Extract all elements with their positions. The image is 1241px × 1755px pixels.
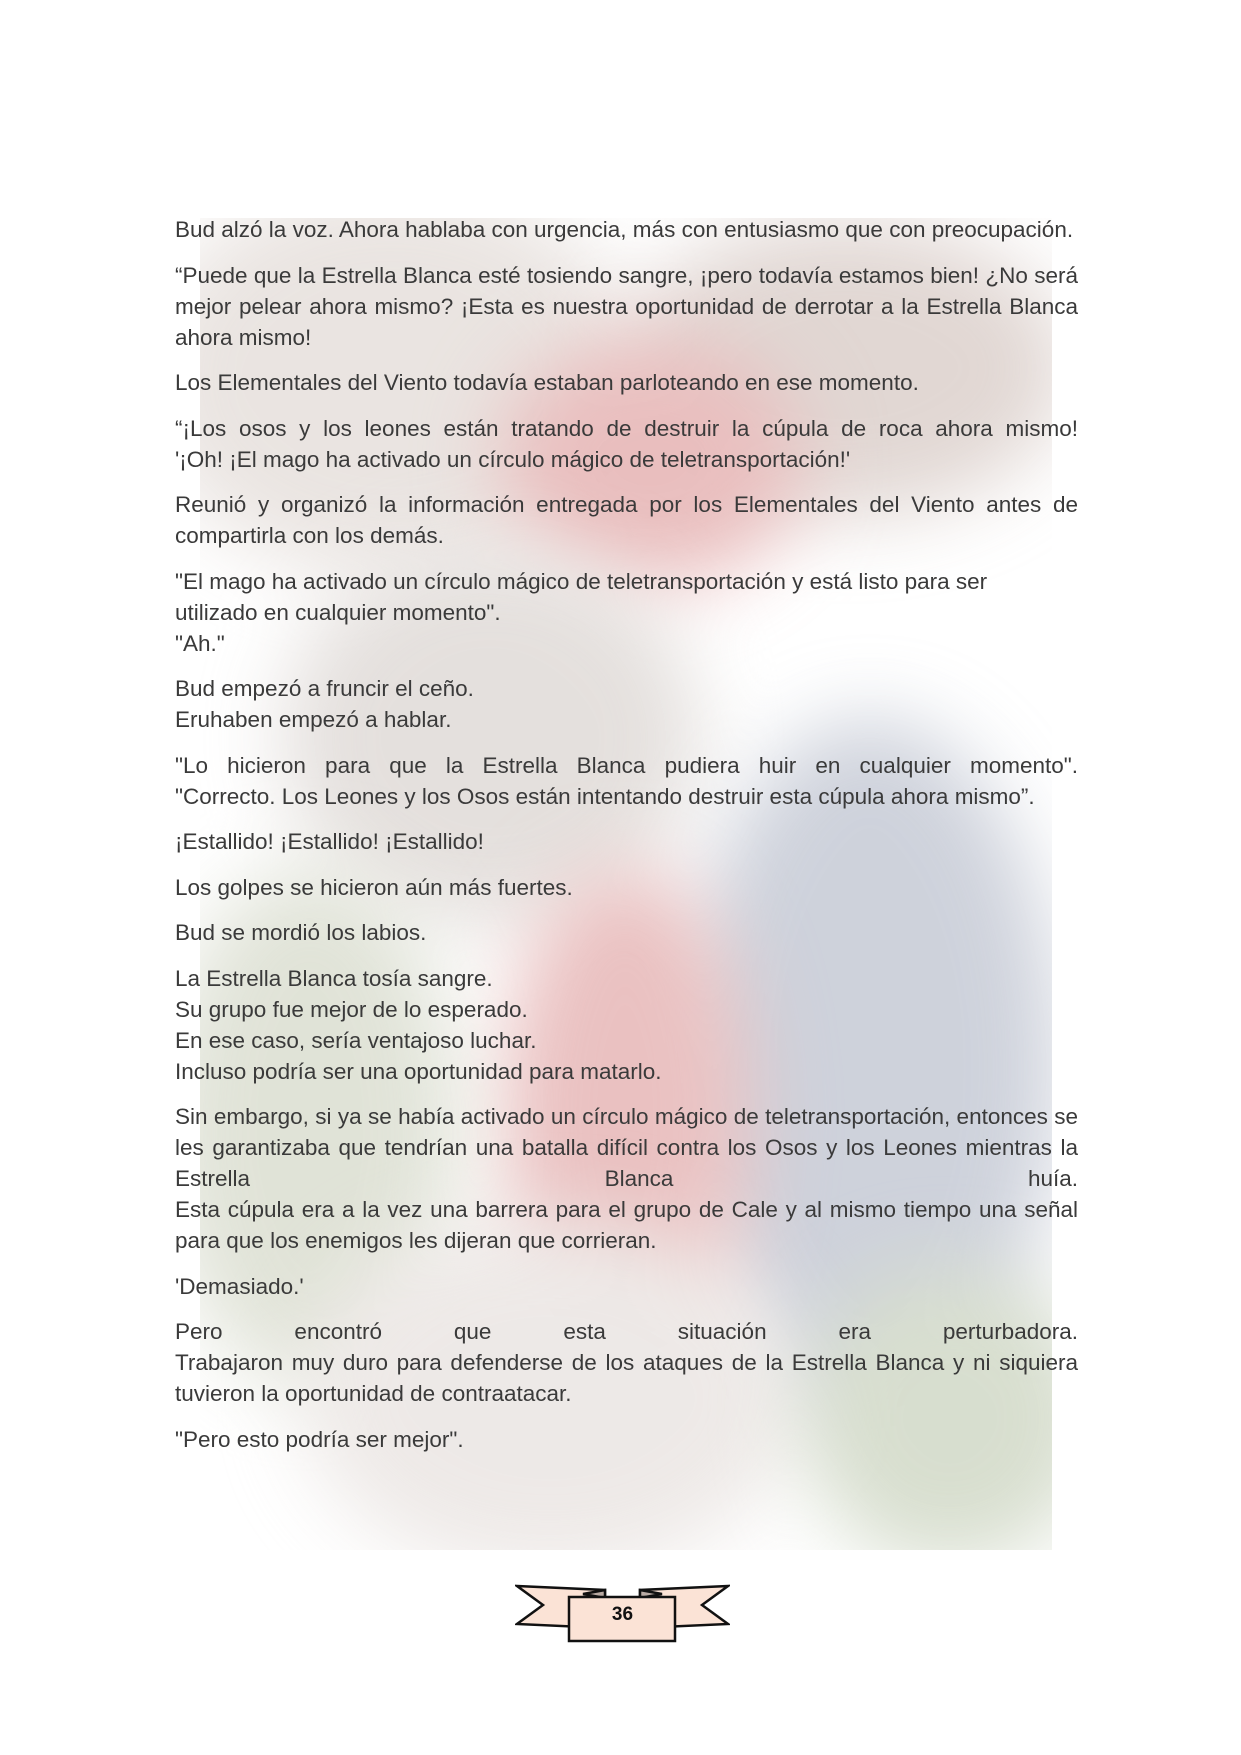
text-line: Bud alzó la voz. Ahora hablaba con urgencia, más con entusiasmo que con preocupación.: [175, 217, 1074, 242]
paragraph: [175, 963, 1078, 1087]
text-line: Pero encontró que esta situación era perturbadora.: [175, 1319, 1078, 1344]
text-line: Reunió y organizó la información entregada por los Elementales del Viento antes de compartirla con los demás.: [175, 492, 1078, 548]
paragraph: [175, 566, 1078, 659]
paragraph: [175, 489, 1078, 551]
text-line: Los Elementales del Viento todavía estaban parloteando en ese momento.: [175, 370, 919, 395]
paragraph: [175, 750, 1078, 812]
paragraph: [175, 367, 1078, 398]
text-line: “¡Los osos y los leones están tratando de destruir la cúpula de roca ahora mismo!: [175, 415, 1078, 441]
text-line: En ese caso, sería ventajoso luchar.: [175, 1027, 537, 1053]
page-number: 36: [611, 1604, 634, 1625]
paragraph: [175, 826, 1078, 857]
paragraph: [175, 1316, 1078, 1409]
text-line: '¡Oh! ¡El mago ha activado un círculo mágico de teletransportación!': [175, 446, 851, 472]
paragraph: [175, 214, 1078, 245]
text-line: "Correcto. Los Leones y los Osos están intentando destruir esta cúpula ahora mismo”.: [175, 783, 1035, 809]
page-number-ribbon: [515, 1580, 730, 1652]
paragraph: [175, 917, 1078, 948]
text-line: Eruhaben empezó a hablar.: [175, 707, 452, 732]
text-line: Su grupo fue mejor de lo esperado.: [175, 996, 528, 1022]
text-line: "Lo hicieron para que la Estrella Blanca pudiera huir en cualquier momento".: [175, 752, 1078, 778]
paragraph: [175, 872, 1078, 903]
paragraph: [175, 673, 1078, 735]
page-body: [175, 214, 1078, 1469]
text-line: Los golpes se hicieron aún más fuertes.: [175, 874, 573, 900]
text-line: Bud empezó a fruncir el ceño.: [175, 676, 474, 701]
text-line: “Puede que la Estrella Blanca esté tosiendo sangre, ¡pero todavía estamos bien! ¿No será mejor pelear ahora mismo? ¡Esta es nuestra oportunidad de derrotar a la Estrella Blanca ahora mismo!: [175, 262, 1078, 350]
text-line: Sin embargo, si ya se había activado un círculo mágico de teletransportación, entonces se les garantizaba que tendrían una batalla difícil contra los Osos y los Leones mientras la Estrella Blanca huía.: [175, 1104, 1078, 1191]
text-line: Incluso podría ser una oportunidad para matarlo.: [175, 1058, 662, 1084]
paragraph: [175, 1271, 1078, 1302]
paragraph: [175, 1101, 1078, 1256]
text-line: ¡Estallido! ¡Estallido! ¡Estallido!: [175, 829, 484, 854]
text-line: Esta cúpula era a la vez una barrera para el grupo de Cale y al mismo tiempo una señal para que los enemigos les dijeran que corrieran.: [175, 1197, 1078, 1253]
text-line: 'Demasiado.': [175, 1273, 304, 1299]
paragraph: [175, 1424, 1078, 1455]
paragraph: [175, 413, 1078, 475]
text-line: Trabajaron muy duro para defenderse de los ataques de la Estrella Blanca y ni siquiera tuvieron la oportunidad de contraatacar.: [175, 1350, 1078, 1406]
paragraph: [175, 260, 1078, 353]
text-line: "El mago ha activado un círculo mágico de teletransportación y está listo para ser utilizado en cualquier momento".: [175, 568, 988, 625]
text-line: La Estrella Blanca tosía sangre.: [175, 965, 493, 991]
text-line: "Pero esto podría ser mejor".: [175, 1426, 464, 1452]
text-line: "Ah.": [175, 630, 225, 656]
text-line: Bud se mordió los labios.: [175, 920, 427, 945]
